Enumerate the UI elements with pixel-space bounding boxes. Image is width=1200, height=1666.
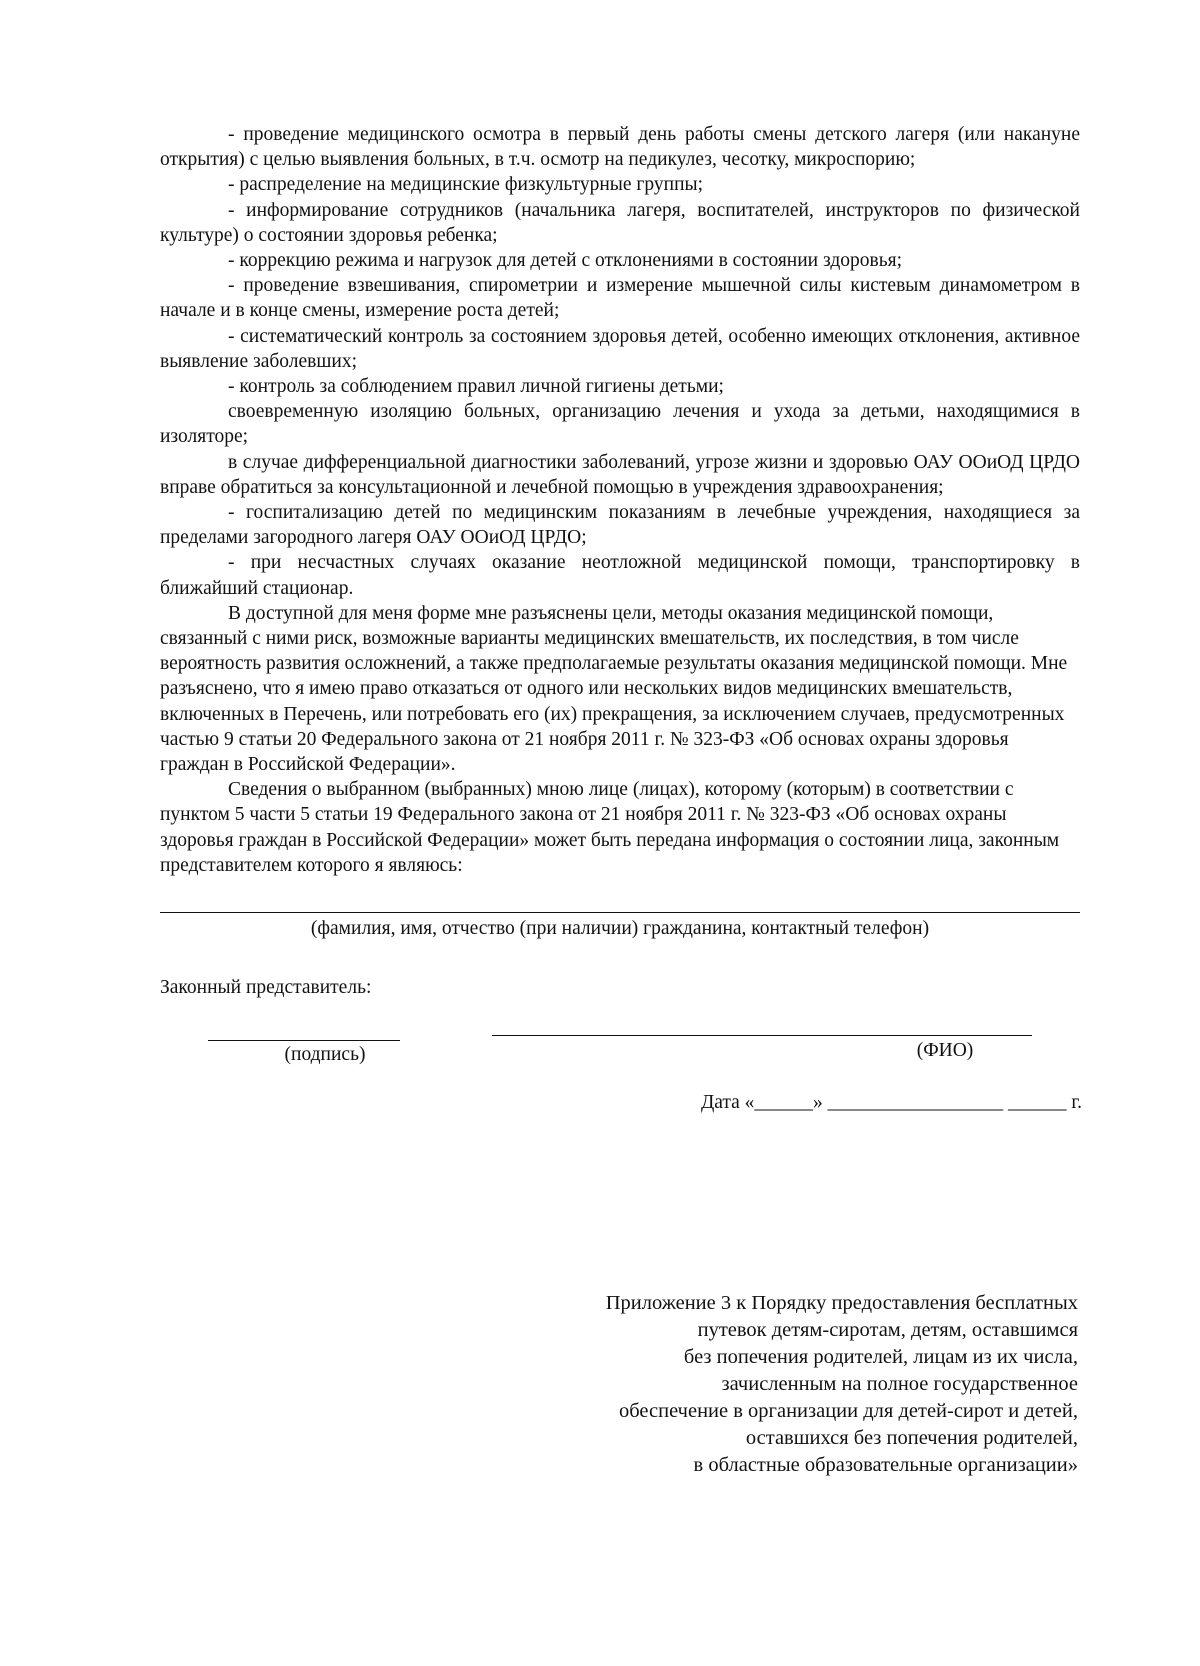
date-year-blank: ______ [1007, 1092, 1067, 1113]
consent-paragraph-1: В доступной для меня форме мне разъяснены цели, методы оказания медицинской помощи, связанный с ними риск, возможные варианты медицинских вмешательств, их последствия, в том числе вероятность развития осложнений, а также предполагаемые результаты оказания медицинской помощи. Мне разъяснено, что я имею право отказаться от одного или нескольких видов медицинских вмешательств, включенных в Перечень, или потребовать его (их) прекращения, за исключением случаев, предусмотренных частью 9 статьи 20 Федерального закона от 21 ноября 2011 г. № 323-ФЗ «Об основах охраны здоровья граждан в Российской Федерации». [160, 602, 1068, 776]
list-item: - проведение медицинского осмотра в первый день работы смены детского лагеря (или накануне открытия) с целью выявления больных, в т.ч. осмотр на педикулез, чесотку, микроспорию; [160, 124, 1080, 171]
annex-line: обеспечение в организации для детей-сирот и детей, [619, 1400, 1078, 1422]
date-line [701, 1090, 1082, 1115]
list-item: - распределение на медицинские физкультурные группы; [228, 174, 704, 196]
consent-section [160, 601, 1080, 878]
date-suffix: г. [1071, 1092, 1082, 1113]
signature-line [208, 1040, 400, 1041]
annex-line: зачисленным на полное государственное [721, 1373, 1078, 1395]
list-item: в случае дифференциальной диагностики заболеваний, угрозе жизни и здоровью ОАУ ООиОД ЦРДО вправе обратиться за консультационной и лечебной помощью в учреждения здравоохранения; [160, 451, 1080, 498]
annex-block [518, 1290, 1078, 1479]
list-item: - систематический контроль за состоянием здоровья детей, особенно имеющих отклонения, активное выявление заболевших; [160, 325, 1080, 372]
annex-line: оставшихся без попечения родителей, [745, 1427, 1078, 1449]
person-fill-line [160, 912, 1080, 913]
date-close-quote: » [812, 1092, 823, 1113]
fio-line [492, 1035, 1032, 1036]
annex-line: путевок детям-сиротам, детям, оставшимся [697, 1319, 1078, 1341]
list-item: - при несчастных случаях оказание неотложной медицинской помощи, транспортировку в ближайший стационар. [160, 552, 1080, 599]
date-day-blank: ______ [754, 1092, 813, 1113]
signature-caption: (подпись) [284, 1044, 366, 1065]
list-item: - информирование сотрудников (начальника лагеря, воспитателей, инструкторов по физической культуре) о состоянии здоровья ребенка; [160, 199, 1080, 246]
annex-line: без попечения родителей, лицам из их числа, [683, 1346, 1078, 1368]
representative-label: Законный представитель: [160, 977, 372, 998]
list-item: - контроль за соблюдением правил личной гигиены детьми; [228, 376, 724, 398]
list-item: - коррекцию режима и нагрузок для детей с отклонениями в состоянии здоровья; [228, 250, 902, 272]
list-item: своевременную изоляцию больных, организацию лечения и ухода за детьми, находящимися в изоляторе; [160, 401, 1080, 448]
date-month-blank: __________________ [827, 1092, 1004, 1113]
list-item: - проведение взвешивания, спирометрии и измерение мышечной силы кистевым динамометром в начале и в конце смены, измерение роста детей; [160, 275, 1080, 322]
fio-caption: (ФИО) [916, 1040, 974, 1061]
consent-paragraph-2: Сведения о выбранном (выбранных) мною лице (лицах), которому (которым) в соответствии с пунктом 5 части 5 статьи 19 Федерального закона от 21 ноября 2011 г. № 323-ФЗ «Об основах охраны здоровья граждан в Российской Федерации» может быть передана информация о состоянии лица, законным представителем которого я являюсь: [160, 779, 1060, 876]
date-label: Дата « [700, 1092, 755, 1113]
list-item: - госпитализацию детей по медицинским показаниям в лечебные учреждения, находящиеся за пределами загородного лагеря ОАУ ООиОД ЦРДО; [160, 502, 1080, 549]
annex-line: Приложение 3 к Порядку предоставления бесплатных [605, 1292, 1078, 1314]
measures-list [160, 122, 1080, 878]
annex-line: в областные образовательные организации» [693, 1454, 1078, 1476]
person-caption: (фамилия, имя, отчество (при наличии) гражданина, контактный телефон) [310, 918, 930, 939]
